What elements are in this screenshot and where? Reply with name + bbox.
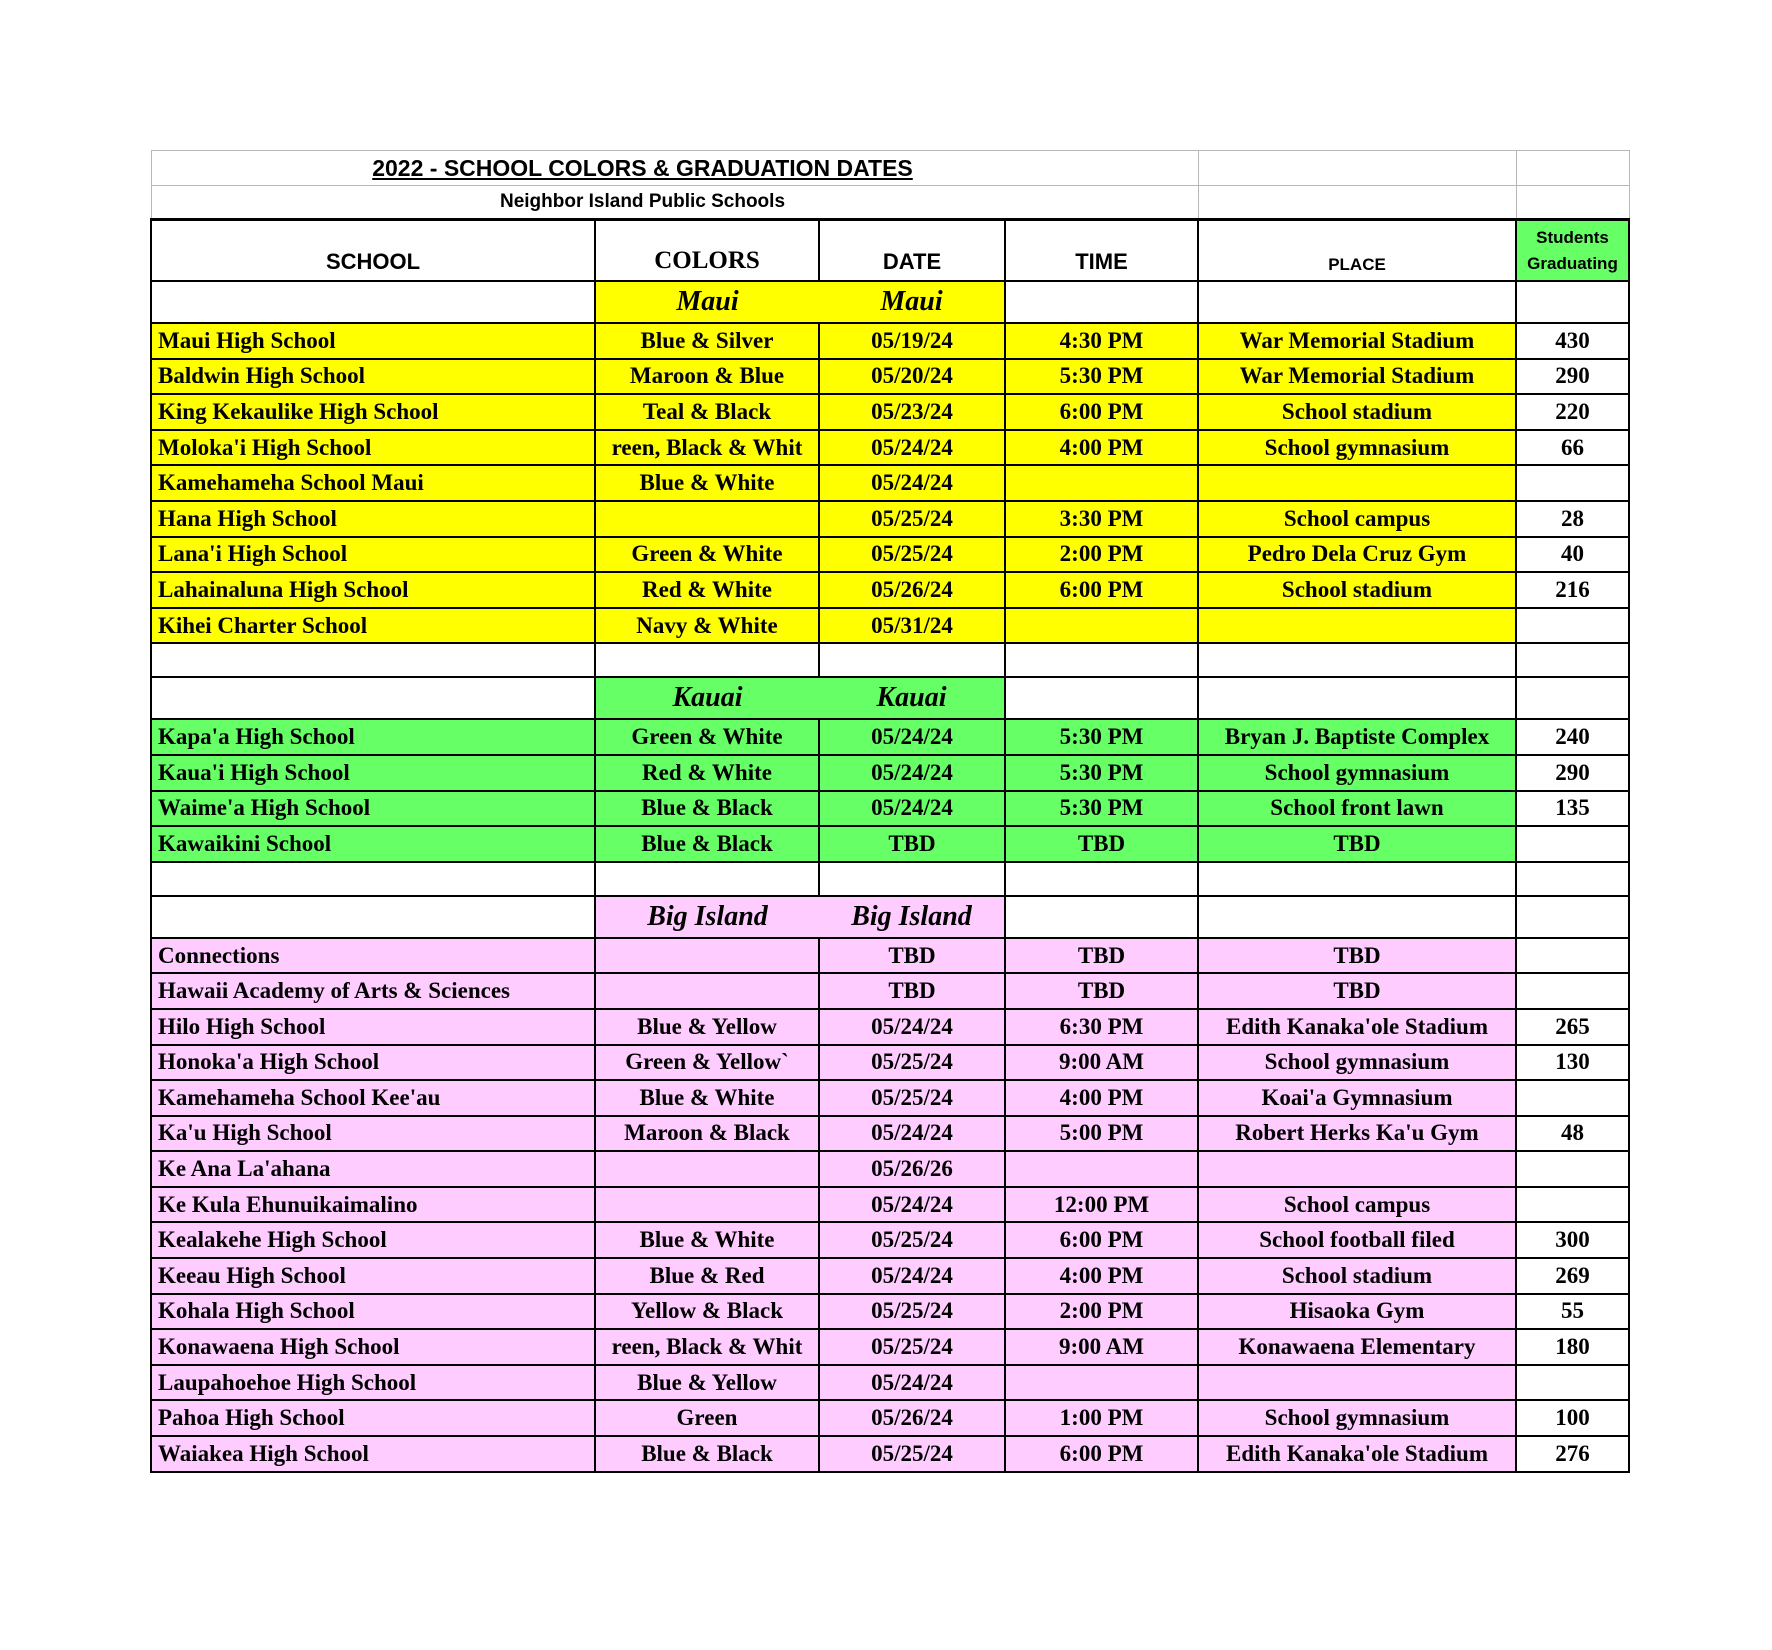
school-cell: Kawaikini School [151,826,595,862]
place-cell: Edith Kanaka'ole Stadium [1198,1009,1516,1045]
table-row [151,1329,1629,1365]
school-cell: Hilo High School [151,1009,595,1045]
colors-cell: Maroon & Blue [595,359,819,395]
blank-cell [1005,862,1198,896]
place-cell: TBD [1198,826,1516,862]
blank-cell [1516,677,1629,719]
blank-cell [1516,896,1629,938]
time-cell: 5:30 PM [1005,755,1198,791]
date-cell: TBD [819,938,1005,974]
table-row [151,1400,1629,1436]
school-cell: Waiakea High School [151,1436,595,1472]
date-cell: 05/24/24 [819,755,1005,791]
table-row [151,1222,1629,1258]
colors-cell: Teal & Black [595,394,819,430]
school-cell: Ke Kula Ehunuikaimalino [151,1187,595,1223]
students-cell [1516,608,1629,644]
place-cell: Konawaena Elementary [1198,1329,1516,1365]
place-cell: Pedro Dela Cruz Gym [1198,537,1516,573]
blank-cell [819,862,1005,896]
students-cell: 66 [1516,430,1629,466]
school-cell: Lahainaluna High School [151,572,595,608]
colors-cell [595,501,819,537]
school-cell: King Kekaulike High School [151,394,595,430]
school-cell: Kaua'i High School [151,755,595,791]
table-row [151,359,1629,395]
students-cell: 180 [1516,1329,1629,1365]
table-row [151,1045,1629,1081]
school-cell: Baldwin High School [151,359,595,395]
colors-cell: Blue & Black [595,791,819,827]
blank-cell [595,643,819,677]
blank-cell [151,281,595,323]
school-cell: Konawaena High School [151,1329,595,1365]
title-blank-cell [1198,151,1516,186]
time-cell: 4:30 PM [1005,323,1198,359]
date-cell: 05/24/24 [819,719,1005,755]
date-cell: 05/24/24 [819,430,1005,466]
colors-cell [595,1151,819,1187]
date-cell: 05/25/24 [819,537,1005,573]
region-label: Maui [595,281,819,323]
place-cell: School front lawn [1198,791,1516,827]
region-header-row [151,896,1629,938]
blank-cell [151,862,595,896]
blank-cell [595,862,819,896]
date-cell: 05/24/24 [819,1009,1005,1045]
table-row [151,1151,1629,1187]
table-row [151,1365,1629,1401]
school-cell: Kamehameha School Maui [151,465,595,501]
header-time: TIME [1005,220,1198,282]
time-cell [1005,1365,1198,1401]
colors-cell: Maroon & Black [595,1116,819,1152]
date-cell: 05/24/24 [819,1258,1005,1294]
region-label: Big Island [819,896,1005,938]
blank-cell [1516,281,1629,323]
colors-cell: Green & White [595,537,819,573]
colors-cell [595,973,819,1009]
table-row [151,1080,1629,1116]
colors-cell: Navy & White [595,608,819,644]
colors-cell: Green & White [595,719,819,755]
time-cell: 4:00 PM [1005,1258,1198,1294]
school-cell: Pahoa High School [151,1400,595,1436]
region-header-row [151,677,1629,719]
students-cell: 28 [1516,501,1629,537]
students-cell [1516,973,1629,1009]
region-header-row [151,281,1629,323]
time-cell: 2:00 PM [1005,1294,1198,1330]
students-cell [1516,1151,1629,1187]
time-cell: 6:30 PM [1005,1009,1198,1045]
date-cell: TBD [819,973,1005,1009]
time-cell: 6:00 PM [1005,394,1198,430]
time-cell: 9:00 AM [1005,1045,1198,1081]
school-cell: Kohala High School [151,1294,595,1330]
header-date: DATE [819,220,1005,282]
title-row [151,151,1629,186]
school-cell: Waime'a High School [151,791,595,827]
blank-cell [1198,896,1516,938]
blank-cell [1005,643,1198,677]
school-cell: Lana'i High School [151,537,595,573]
date-cell: 05/25/24 [819,1222,1005,1258]
school-cell: Honoka'a High School [151,1045,595,1081]
time-cell: 5:30 PM [1005,719,1198,755]
students-cell: 55 [1516,1294,1629,1330]
table-row [151,1436,1629,1472]
colors-cell: Green & Yellow` [595,1045,819,1081]
header-students-graduating: Students Graduating [1516,220,1629,282]
students-cell [1516,938,1629,974]
students-cell [1516,1080,1629,1116]
column-header-row [151,220,1629,282]
blank-cell [1005,677,1198,719]
colors-cell: reen, Black & Whit [595,430,819,466]
school-cell: Hawaii Academy of Arts & Sciences [151,973,595,1009]
place-cell [1198,465,1516,501]
date-cell: 05/24/24 [819,1187,1005,1223]
students-cell [1516,465,1629,501]
place-cell: School gymnasium [1198,430,1516,466]
subtitle-blank-cell [1198,186,1516,220]
table-row [151,501,1629,537]
table-row [151,430,1629,466]
title-blank-cell [1516,151,1629,186]
students-cell: 276 [1516,1436,1629,1472]
blank-cell [1005,281,1198,323]
date-cell: 05/25/24 [819,1329,1005,1365]
students-cell: 290 [1516,359,1629,395]
date-cell: 05/26/24 [819,1400,1005,1436]
blank-cell [1005,896,1198,938]
graduation-table [150,150,1630,1473]
table-row [151,572,1629,608]
place-cell: War Memorial Stadium [1198,359,1516,395]
time-cell: 9:00 AM [1005,1329,1198,1365]
colors-cell: reen, Black & Whit [595,1329,819,1365]
school-cell: Kealakehe High School [151,1222,595,1258]
blank-cell [1198,677,1516,719]
date-cell: 05/19/24 [819,323,1005,359]
place-cell: School stadium [1198,394,1516,430]
table-row [151,973,1629,1009]
place-cell: Bryan J. Baptiste Complex [1198,719,1516,755]
colors-cell: Blue & White [595,465,819,501]
time-cell: 2:00 PM [1005,537,1198,573]
place-cell: School stadium [1198,572,1516,608]
place-cell: School campus [1198,1187,1516,1223]
date-cell: 05/24/24 [819,1365,1005,1401]
colors-cell: Blue & White [595,1080,819,1116]
date-cell: TBD [819,826,1005,862]
date-cell: 05/25/24 [819,1080,1005,1116]
date-cell: 05/24/24 [819,791,1005,827]
colors-cell [595,938,819,974]
school-cell: Kamehameha School Kee'au [151,1080,595,1116]
students-cell [1516,826,1629,862]
time-cell: 4:00 PM [1005,430,1198,466]
region-label: Maui [819,281,1005,323]
school-cell: Keeau High School [151,1258,595,1294]
place-cell [1198,1151,1516,1187]
table-row [151,537,1629,573]
date-cell: 05/25/24 [819,1294,1005,1330]
school-cell: Hana High School [151,501,595,537]
colors-cell: Blue & Black [595,1436,819,1472]
time-cell: TBD [1005,938,1198,974]
place-cell: Edith Kanaka'ole Stadium [1198,1436,1516,1472]
colors-cell: Yellow & Black [595,1294,819,1330]
spacer-row [151,643,1629,677]
time-cell [1005,465,1198,501]
school-cell: Kihei Charter School [151,608,595,644]
place-cell: School football filed [1198,1222,1516,1258]
header-colors: COLORS [595,220,819,282]
table-row [151,826,1629,862]
blank-cell [1198,643,1516,677]
students-cell: 269 [1516,1258,1629,1294]
place-cell [1198,1365,1516,1401]
students-cell: 265 [1516,1009,1629,1045]
colors-cell: Red & White [595,572,819,608]
table-row [151,719,1629,755]
students-cell: 130 [1516,1045,1629,1081]
time-cell: 3:30 PM [1005,501,1198,537]
students-cell: 240 [1516,719,1629,755]
date-cell: 05/25/24 [819,1436,1005,1472]
students-cell: 48 [1516,1116,1629,1152]
blank-cell [1516,862,1629,896]
header-place: PLACE [1198,220,1516,282]
time-cell: 5:00 PM [1005,1116,1198,1152]
colors-cell: Blue & Yellow [595,1009,819,1045]
school-cell: Connections [151,938,595,974]
school-cell: Ka'u High School [151,1116,595,1152]
students-cell: 135 [1516,791,1629,827]
table-row [151,1116,1629,1152]
time-cell [1005,1151,1198,1187]
colors-cell: Green [595,1400,819,1436]
table-row [151,1009,1629,1045]
time-cell: 12:00 PM [1005,1187,1198,1223]
place-cell: Koai'a Gymnasium [1198,1080,1516,1116]
date-cell: 05/20/24 [819,359,1005,395]
students-cell: 290 [1516,755,1629,791]
colors-cell: Blue & Silver [595,323,819,359]
place-cell: War Memorial Stadium [1198,323,1516,359]
date-cell: 05/24/24 [819,1116,1005,1152]
table-row [151,608,1629,644]
time-cell [1005,608,1198,644]
blank-cell [1516,643,1629,677]
date-cell: 05/26/26 [819,1151,1005,1187]
table-row [151,465,1629,501]
region-label: Kauai [595,677,819,719]
page-subtitle: Neighbor Island Public Schools [151,186,1198,220]
time-cell: 6:00 PM [1005,1222,1198,1258]
students-cell: 100 [1516,1400,1629,1436]
date-cell: 05/25/24 [819,1045,1005,1081]
date-cell: 05/24/24 [819,465,1005,501]
time-cell: 1:00 PM [1005,1400,1198,1436]
date-cell: 05/23/24 [819,394,1005,430]
time-cell: 6:00 PM [1005,1436,1198,1472]
school-cell: Laupahoehoe High School [151,1365,595,1401]
blank-cell [151,643,595,677]
time-cell: 6:00 PM [1005,572,1198,608]
time-cell: 5:30 PM [1005,791,1198,827]
blank-cell [151,677,595,719]
table-row [151,1294,1629,1330]
colors-cell: Blue & Black [595,826,819,862]
place-cell: Robert Herks Ka'u Gym [1198,1116,1516,1152]
time-cell: 4:00 PM [1005,1080,1198,1116]
table-row [151,394,1629,430]
blank-cell [819,643,1005,677]
header-school: SCHOOL [151,220,595,282]
place-cell: TBD [1198,938,1516,974]
table-row [151,938,1629,974]
place-cell: School stadium [1198,1258,1516,1294]
students-cell: 430 [1516,323,1629,359]
place-cell: School campus [1198,501,1516,537]
place-cell: TBD [1198,973,1516,1009]
table-row [151,755,1629,791]
students-cell: 216 [1516,572,1629,608]
colors-cell: Blue & Red [595,1258,819,1294]
school-cell: Kapa'a High School [151,719,595,755]
place-cell: School gymnasium [1198,1045,1516,1081]
time-cell: TBD [1005,826,1198,862]
subtitle-blank-cell [1516,186,1629,220]
school-cell: Ke Ana La'ahana [151,1151,595,1187]
school-cell: Maui High School [151,323,595,359]
date-cell: 05/25/24 [819,501,1005,537]
students-cell: 40 [1516,537,1629,573]
students-cell: 300 [1516,1222,1629,1258]
colors-cell [595,1187,819,1223]
spacer-row [151,862,1629,896]
table-row [151,323,1629,359]
table-row [151,1258,1629,1294]
time-cell: 5:30 PM [1005,359,1198,395]
place-cell: School gymnasium [1198,755,1516,791]
colors-cell: Red & White [595,755,819,791]
students-cell: 220 [1516,394,1629,430]
region-label: Big Island [595,896,819,938]
table-body [151,151,1629,1472]
table-row [151,1187,1629,1223]
blank-cell [1198,281,1516,323]
school-cell: Moloka'i High School [151,430,595,466]
region-label: Kauai [819,677,1005,719]
page-title: 2022 - SCHOOL COLORS & GRADUATION DATES [151,151,1198,186]
subtitle-row [151,186,1629,220]
place-cell: School gymnasium [1198,1400,1516,1436]
time-cell: TBD [1005,973,1198,1009]
students-cell [1516,1187,1629,1223]
colors-cell: Blue & White [595,1222,819,1258]
date-cell: 05/26/24 [819,572,1005,608]
place-cell [1198,608,1516,644]
blank-cell [1198,862,1516,896]
place-cell: Hisaoka Gym [1198,1294,1516,1330]
colors-cell: Blue & Yellow [595,1365,819,1401]
students-cell [1516,1365,1629,1401]
table-row [151,791,1629,827]
date-cell: 05/31/24 [819,608,1005,644]
blank-cell [151,896,595,938]
